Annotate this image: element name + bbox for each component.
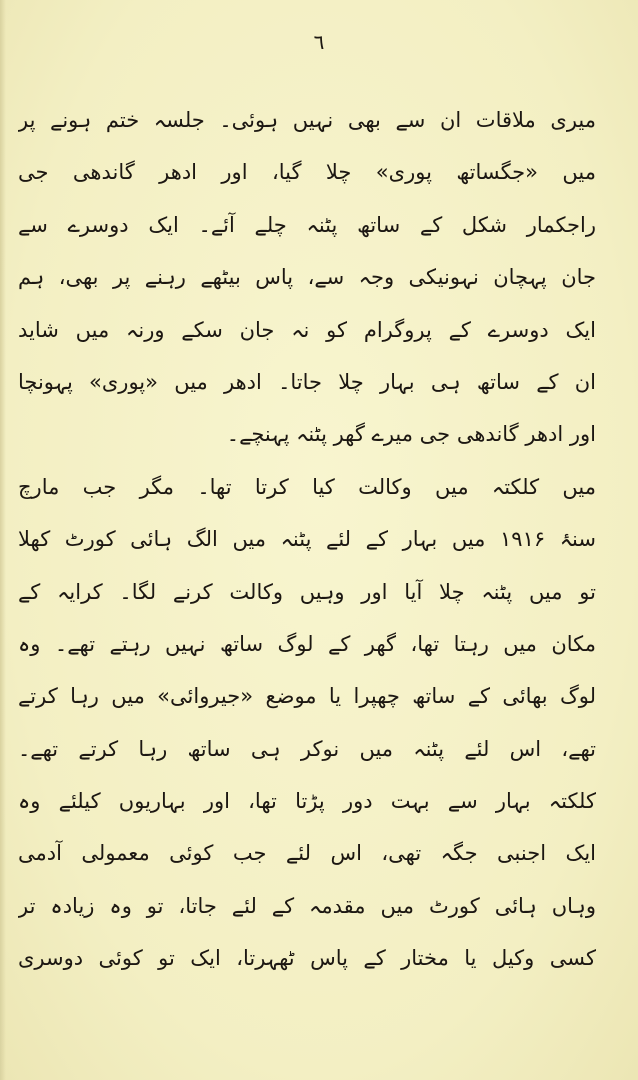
text-line: جان پہچان نہونیکی وجہ سے، پاس بیٹھے رہنے پر بھی، ہم	[18, 265, 596, 290]
text-line: ان کے ساتھ ہی بہار چلا جاتا۔ ادھر میں «پوری» پہونچا	[18, 369, 596, 394]
text-line: ایک دوسرے کے پروگرام کو نہ جان سکے ورنہ میں شاید	[18, 317, 596, 342]
text-line: راجکمار شکل کے ساتھ پٹنہ چلے آئے۔ ایک دوسرے سے	[18, 212, 596, 237]
text-line: میں کلکتہ میں وکالت کیا کرتا تھا۔ مگر جب مارچ	[18, 474, 596, 499]
text-line: ایک اجنبی جگہ تھی، اس لئے جب کوئی معمولی آدمی	[18, 841, 596, 866]
text-line: مکان میں رہتا تھا، گھر کے لوگ ساتھ نہیں رہتے تھے۔ وہ	[18, 631, 596, 656]
text-line: لوگ بھائی کے ساتھ چھپرا یا موضع «جیروائی» میں رہا کرتے	[18, 684, 596, 709]
text-line: وہاں ہائی کورٹ میں مقدمہ کے لئے جاتا، تو وہ زیادہ تر	[18, 893, 596, 918]
text-line: میری ملاقات ان سے بھی نہیں ہوئی۔ جلسہ ختم ہونے پر	[18, 108, 596, 132]
urdu-text-body	[18, 94, 596, 985]
text-line: اور ادھر گاندھی جی میرے گھر پٹنہ پہنچے۔	[226, 422, 596, 447]
text-line: سنۂ ۱۹۱۶ میں بہار کے لئے پٹنہ میں الگ ہائی کورٹ کھلا	[18, 527, 596, 552]
text-line: کلکتہ بہار سے بہت دور پڑتا تھا، اور بہاریوں کیلئے وہ	[18, 789, 596, 814]
page-number: ٦	[313, 30, 325, 54]
text-line: تھے، اس لئے پٹنہ میں نوکر ہی ساتھ رہا کرتے تھے۔	[18, 736, 596, 761]
page-edge-shadow	[0, 0, 6, 1080]
text-line: میں «جگساتھ پوری» چلا گیا، اور ادھر گاندھی جی	[18, 160, 596, 185]
text-line: کسی وکیل یا مختار کے پاس ٹھہرتا، ایک تو کوئی دوسری	[18, 946, 596, 971]
text-line: تو میں پٹنہ چلا آیا اور وہیں وکالت کرنے لگا۔ کرایہ کے	[18, 579, 596, 604]
